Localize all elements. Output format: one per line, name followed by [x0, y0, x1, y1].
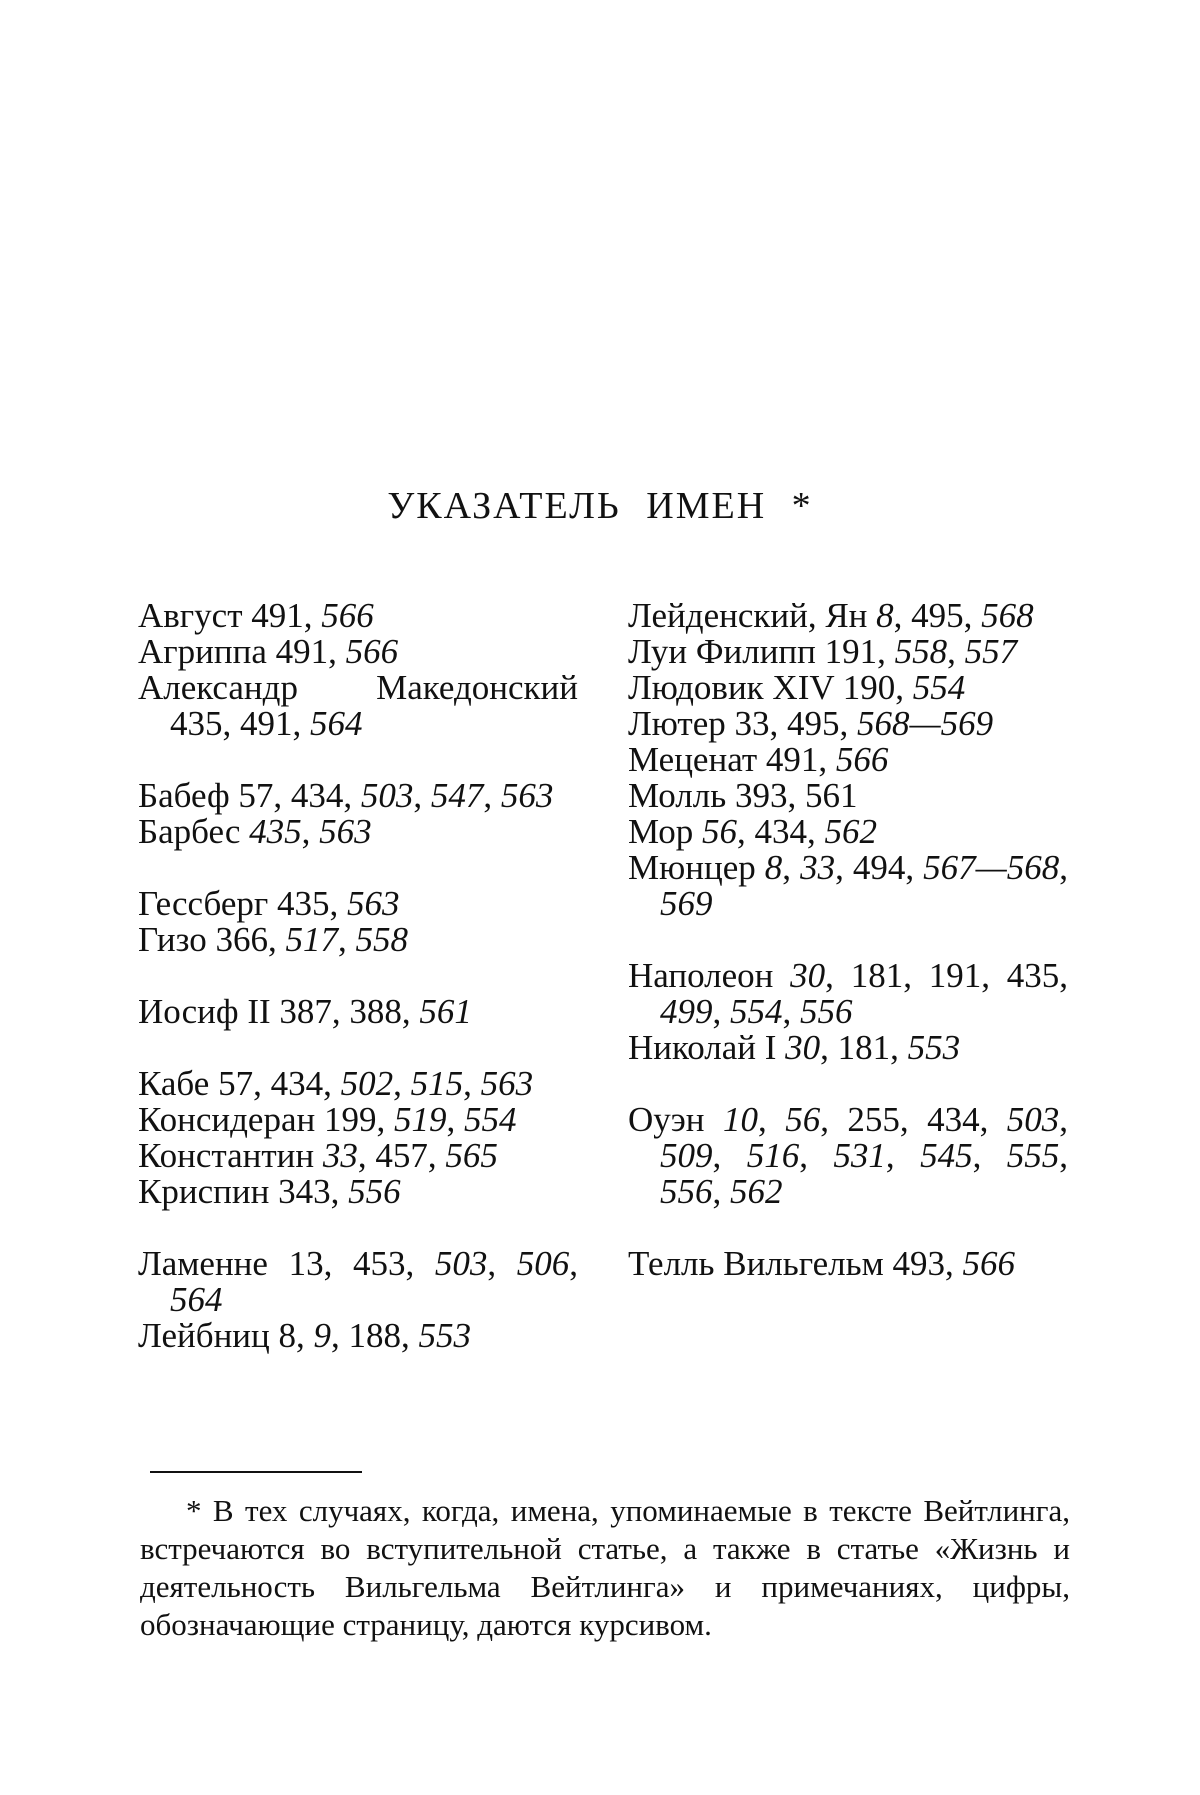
- page-number: 567—568: [923, 848, 1060, 887]
- page-number: 556: [660, 1172, 713, 1211]
- index-entry: Оуэн 10, 56, 255, 434, 503, 509, 516, 531, 545, 555, 556, 562: [628, 1100, 1069, 1211]
- page-number: 554: [463, 1100, 517, 1139]
- page-number: 566: [835, 740, 889, 779]
- page-number: 564: [170, 1280, 223, 1319]
- page-number: 556: [800, 992, 853, 1031]
- entry-name: Мюнцер: [628, 848, 756, 887]
- entry-name: Август: [138, 596, 243, 635]
- page-number: 491: [275, 632, 329, 671]
- page-number: 191: [824, 632, 878, 671]
- index-entry: Наполеон 30, 181, 191, 435, 499, 554, 556: [628, 956, 1069, 1031]
- page-number: 435: [276, 884, 330, 923]
- page-number: 563: [346, 884, 400, 923]
- page-number: 502: [340, 1064, 394, 1103]
- letter-group-gap: [628, 1210, 1068, 1246]
- page-number: 13: [288, 1244, 324, 1283]
- page-number: 503: [360, 776, 414, 815]
- page-number: 493: [892, 1244, 945, 1283]
- index-entry: Лютер 33, 495, 568—569: [628, 704, 994, 743]
- footnote: [140, 1492, 1070, 1644]
- index-entry: Людовик XIV 190, 554: [628, 668, 966, 707]
- index-entry: Август 491, 566: [138, 596, 374, 635]
- entry-name: Бабеф: [138, 776, 230, 815]
- page-number: 191: [928, 956, 982, 995]
- index-entry: Луи Филипп 191, 558, 557: [628, 632, 1018, 671]
- letter-group-gap: [628, 1066, 1068, 1102]
- page-number: 435: [249, 812, 302, 851]
- index-entry: Николай I 30, 181, 553: [628, 1028, 961, 1067]
- index-entry: Ламенне 13, 453, 503, 506, 564: [138, 1244, 579, 1319]
- page-number: 491: [240, 704, 293, 743]
- page-number: 553: [418, 1316, 472, 1355]
- page-number: 453: [352, 1244, 406, 1283]
- index-entry: Бабеф 57, 434, 503, 547, 563: [138, 776, 554, 815]
- index-entry: Александр Македонский 435, 491, 564: [138, 668, 578, 743]
- page-number: 558: [355, 920, 409, 959]
- entry-name: Гессберг: [138, 884, 269, 923]
- page-number: 503: [1006, 1100, 1060, 1139]
- page-number: 33: [800, 848, 836, 887]
- page-number: 434: [270, 1064, 324, 1103]
- page-number: 547: [430, 776, 484, 815]
- page-number: 255: [847, 1100, 900, 1139]
- footnote-text: * В тех случаях, когда, имена, упоминаемые в тексте Вейтлинга, встречаются во вступительной статье, а также в статье «Жизнь и деятельность Вильгельма Вейтлинга» и примечаниях, цифры, обозначающие страницу, даются курсивом.: [140, 1493, 1070, 1642]
- page-number: 506: [516, 1244, 570, 1283]
- page-number: 181: [850, 956, 904, 995]
- page-number: 569: [660, 884, 713, 923]
- entry-name: Молль: [628, 776, 727, 815]
- letter-group-gap: [138, 958, 578, 994]
- entry-name: Иосиф II: [138, 992, 271, 1031]
- page-number: 558: [894, 632, 948, 671]
- letter-group-gap: [138, 1030, 578, 1066]
- page-number: 10: [722, 1100, 758, 1139]
- page-number: 181: [837, 1028, 891, 1067]
- page-number: 545: [920, 1136, 973, 1175]
- entry-name: Барбес: [138, 812, 241, 851]
- entry-name: Лейбниц: [138, 1316, 270, 1355]
- page-number: 8: [876, 596, 894, 635]
- entry-name: Наполеон: [628, 956, 774, 995]
- page-number: 566: [321, 596, 374, 635]
- page-number: 435: [1006, 956, 1060, 995]
- letter-group-gap: [628, 922, 1068, 958]
- index-title: УКАЗАТЕЛЬ ИМЕН *: [387, 485, 813, 527]
- index-entry: Мюнцер 8, 33, 494, 567—568, 569: [628, 848, 1069, 923]
- page-number: 556: [348, 1172, 401, 1211]
- index-entry: Гессберг 435, 563: [138, 884, 400, 923]
- entry-name: Мор: [628, 812, 694, 851]
- page-number: 554: [730, 992, 783, 1031]
- index-entry: Криспин 343, 556: [138, 1172, 401, 1211]
- entry-name: Ламенне: [138, 1244, 268, 1283]
- page-number: 56: [702, 812, 737, 851]
- entry-name: Телль Вильгельм: [628, 1244, 884, 1283]
- page-number: 188: [348, 1316, 402, 1355]
- page-number: 8: [278, 1316, 297, 1355]
- page-number: 566: [962, 1244, 1015, 1283]
- page-number: 515: [410, 1064, 464, 1103]
- page-number: 435: [170, 704, 223, 743]
- page-number: 57: [238, 776, 274, 815]
- entry-name: Луи Филипп: [628, 632, 816, 671]
- page-number: 434: [927, 1100, 980, 1139]
- index-entry: Мор 56, 434, 562: [628, 812, 877, 851]
- page-number: 563: [480, 1064, 534, 1103]
- page-number: 561: [804, 776, 858, 815]
- page-number: 557: [964, 632, 1018, 671]
- entry-name: Криспин: [138, 1172, 270, 1211]
- entry-name: Оуэн: [628, 1100, 705, 1139]
- index-entry: Телль Вильгельм 493, 566: [628, 1244, 1015, 1283]
- page-number: 509: [660, 1136, 713, 1175]
- entry-name: Консидеран: [138, 1100, 316, 1139]
- page-number: 519: [393, 1100, 447, 1139]
- entry-name: Александр Македонский: [138, 668, 578, 707]
- page-number: 434: [290, 776, 344, 815]
- page-number: 568—569: [857, 704, 994, 743]
- page-number: 563: [319, 812, 372, 851]
- footnote-divider: [150, 1471, 362, 1473]
- index-entry: Барбес 435, 563: [138, 812, 372, 851]
- page-number: 517: [285, 920, 339, 959]
- page-number: 30: [785, 1028, 821, 1067]
- page-number: 565: [445, 1136, 498, 1175]
- page-number: 190: [842, 668, 896, 707]
- page-number: 343: [278, 1172, 331, 1211]
- page-number: 491: [251, 596, 304, 635]
- page-number: 553: [907, 1028, 961, 1067]
- page-number: 30: [790, 956, 826, 995]
- entry-name: Агриппа: [138, 632, 267, 671]
- page-number: 457: [375, 1136, 428, 1175]
- page-number: 564: [310, 704, 363, 743]
- index-entry: Гизо 366, 517, 558: [138, 920, 409, 959]
- page-number: 495: [911, 596, 964, 635]
- page-number: 563: [500, 776, 554, 815]
- page-number: 531: [833, 1136, 886, 1175]
- page-number: 562: [730, 1172, 783, 1211]
- page-number: 555: [1006, 1136, 1060, 1175]
- page-number: 499: [660, 992, 713, 1031]
- page-number: 568: [981, 596, 1034, 635]
- page-number: 434: [754, 812, 807, 851]
- index-entry: Иосиф II 387, 388, 561: [138, 992, 472, 1031]
- page-number: 33: [734, 704, 770, 743]
- page-number: 366: [215, 920, 269, 959]
- index-entry: Кабе 57, 434, 502, 515, 563: [138, 1064, 534, 1103]
- entry-name: Николай I: [628, 1028, 777, 1067]
- page-number: 491: [765, 740, 819, 779]
- index-entry: Лейденский, Ян 8, 495, 568: [628, 596, 1034, 635]
- page-number: 503: [434, 1244, 488, 1283]
- page-number: 387: [279, 992, 332, 1031]
- letter-group-gap: [138, 1210, 578, 1246]
- page-number: 57: [218, 1064, 254, 1103]
- page-number: 9: [313, 1316, 332, 1355]
- entry-name: Кабе: [138, 1064, 210, 1103]
- entry-name: Лютер: [628, 704, 726, 743]
- page-number: 8: [764, 848, 783, 887]
- letter-group-gap: [138, 850, 578, 886]
- page-number: 562: [824, 812, 877, 851]
- page-number: 495: [787, 704, 840, 743]
- entry-name: Лейденский, Ян: [628, 596, 868, 635]
- index-entry: Меценат 491, 566: [628, 740, 889, 779]
- entry-name: Меценат: [628, 740, 758, 779]
- index-entry: Агриппа 491, 566: [138, 632, 399, 671]
- page-number: 388: [349, 992, 402, 1031]
- page-number: 494: [852, 848, 906, 887]
- index-entry: Лейбниц 8, 9, 188, 553: [138, 1316, 472, 1355]
- page-number: 561: [419, 992, 472, 1031]
- index-entry: Консидеран 199, 519, 554: [138, 1100, 517, 1139]
- page-number: 56: [785, 1100, 821, 1139]
- page-number: 554: [912, 668, 966, 707]
- index-entry: Константин 33, 457, 565: [138, 1136, 498, 1175]
- page-number: 393: [734, 776, 788, 815]
- entry-name: Гизо: [138, 920, 207, 959]
- page-number: 33: [322, 1136, 358, 1175]
- index-column-left: [138, 598, 578, 1354]
- index-entry: Молль 393, 561: [628, 776, 858, 815]
- entry-name: Людовик XIV: [628, 668, 835, 707]
- page-number: 516: [746, 1136, 800, 1175]
- letter-group-gap: [138, 742, 578, 778]
- entry-name: Константин: [138, 1136, 315, 1175]
- page-number: 199: [323, 1100, 377, 1139]
- page-number: 566: [345, 632, 399, 671]
- index-column-right: [628, 598, 1068, 1282]
